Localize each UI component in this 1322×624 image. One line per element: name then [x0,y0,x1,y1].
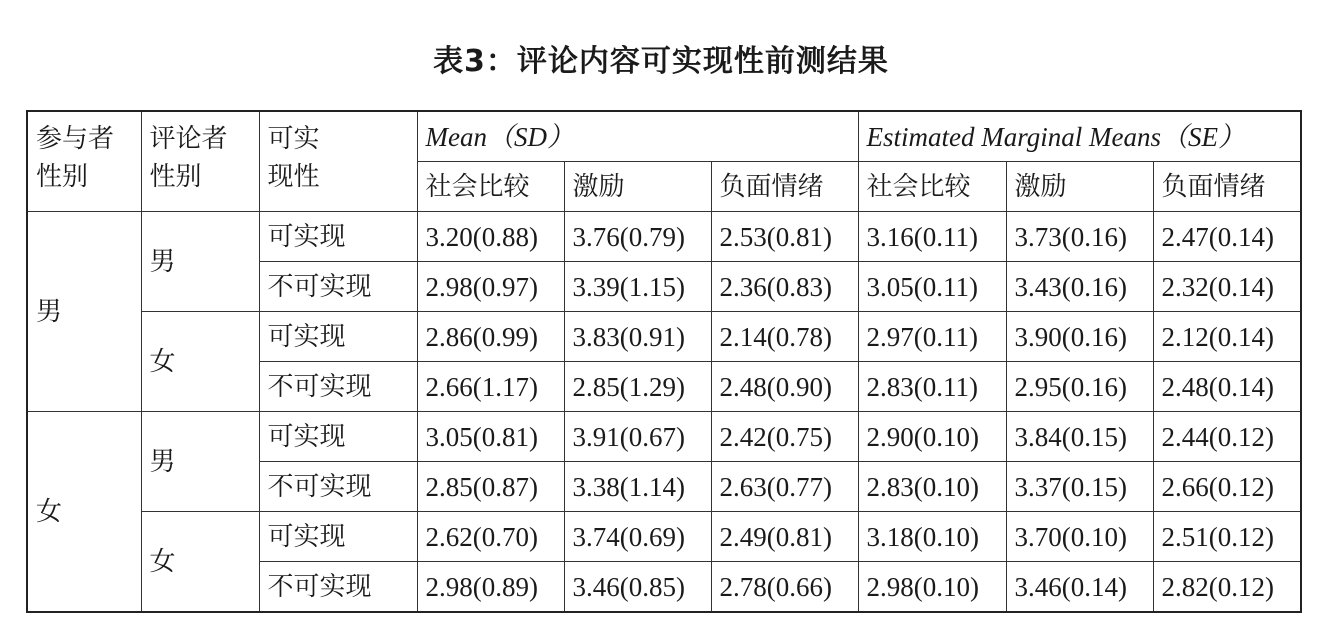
header-mean-sd: Mean（SD） [417,111,858,162]
value-cell: 3.39(1.15) [564,262,711,312]
subheader-mean-negative-emotion: 负面情绪 [711,162,858,212]
value-cell: 2.83(0.10) [858,462,1006,512]
value-cell: 2.98(0.97) [417,262,564,312]
value-cell: 2.98(0.10) [858,562,1006,613]
table-title: 表3：评论内容可实现性前测结果 [433,44,889,79]
value-cell: 2.32(0.14) [1153,262,1301,312]
value-cell: 3.43(0.16) [1006,262,1153,312]
value-cell: 3.37(0.15) [1006,462,1153,512]
value-cell: 2.53(0.81) [711,212,858,262]
value-cell: 2.90(0.10) [858,412,1006,462]
value-cell: 2.14(0.78) [711,312,858,362]
value-cell: 3.90(0.16) [1006,312,1153,362]
value-cell: 2.47(0.14) [1153,212,1301,262]
value-cell: 2.83(0.11) [858,362,1006,412]
value-cell: 2.95(0.16) [1006,362,1153,412]
value-cell: 3.46(0.85) [564,562,711,613]
value-cell: 2.86(0.99) [417,312,564,362]
commenter-gender-cell: 男 [141,412,259,512]
value-cell: 2.42(0.75) [711,412,858,462]
value-cell: 2.51(0.12) [1153,512,1301,562]
value-cell: 2.44(0.12) [1153,412,1301,462]
value-cell: 3.46(0.14) [1006,562,1153,613]
value-cell: 3.16(0.11) [858,212,1006,262]
commenter-gender-cell: 女 [141,512,259,613]
subheader-emm-social-comparison: 社会比较 [858,162,1006,212]
value-cell: 2.82(0.12) [1153,562,1301,613]
value-cell: 3.20(0.88) [417,212,564,262]
value-cell: 2.48(0.14) [1153,362,1301,412]
table-row [27,512,1301,562]
value-cell: 2.49(0.81) [711,512,858,562]
value-cell: 2.85(1.29) [564,362,711,412]
feasibility-cell: 可实现 [259,512,417,562]
header-feasibility: 可实 现性 [259,111,417,212]
value-cell: 3.73(0.16) [1006,212,1153,262]
subheader-emm-negative-emotion: 负面情绪 [1153,162,1301,212]
feasibility-cell: 不可实现 [259,262,417,312]
value-cell: 3.91(0.67) [564,412,711,462]
value-cell: 3.74(0.69) [564,512,711,562]
value-cell: 2.66(0.12) [1153,462,1301,512]
subheader-mean-motivation: 激励 [564,162,711,212]
value-cell: 3.18(0.10) [858,512,1006,562]
value-cell: 2.78(0.66) [711,562,858,613]
value-cell: 2.66(1.17) [417,362,564,412]
table-row [27,312,1301,362]
value-cell: 3.05(0.11) [858,262,1006,312]
commenter-gender-cell: 女 [141,312,259,412]
value-cell: 3.76(0.79) [564,212,711,262]
feasibility-cell: 可实现 [259,412,417,462]
commenter-gender-cell: 男 [141,212,259,312]
value-cell: 2.36(0.83) [711,262,858,312]
value-cell: 2.63(0.77) [711,462,858,512]
header-commenter-gender: 评论者 性别 [141,111,259,212]
participant-gender-cell: 女 [27,412,141,613]
value-cell: 3.84(0.15) [1006,412,1153,462]
feasibility-cell: 不可实现 [259,462,417,512]
value-cell: 2.98(0.89) [417,562,564,613]
subheader-mean-social-comparison: 社会比较 [417,162,564,212]
header-estimated-marginal-means: Estimated Marginal Means（SE） [858,111,1301,162]
feasibility-cell: 可实现 [259,212,417,262]
feasibility-cell: 不可实现 [259,362,417,412]
value-cell: 3.38(1.14) [564,462,711,512]
value-cell: 2.12(0.14) [1153,312,1301,362]
value-cell: 3.05(0.81) [417,412,564,462]
value-cell: 3.70(0.10) [1006,512,1153,562]
table-row [27,212,1301,262]
results-table [26,110,1302,613]
value-cell: 2.48(0.90) [711,362,858,412]
value-cell: 2.85(0.87) [417,462,564,512]
feasibility-cell: 不可实现 [259,562,417,613]
header-row-1 [27,111,1301,162]
subheader-emm-motivation: 激励 [1006,162,1153,212]
feasibility-cell: 可实现 [259,312,417,362]
value-cell: 2.97(0.11) [858,312,1006,362]
header-participant-gender: 参与者 性别 [27,111,141,212]
table-row [27,412,1301,462]
value-cell: 3.83(0.91) [564,312,711,362]
participant-gender-cell: 男 [27,212,141,412]
value-cell: 2.62(0.70) [417,512,564,562]
